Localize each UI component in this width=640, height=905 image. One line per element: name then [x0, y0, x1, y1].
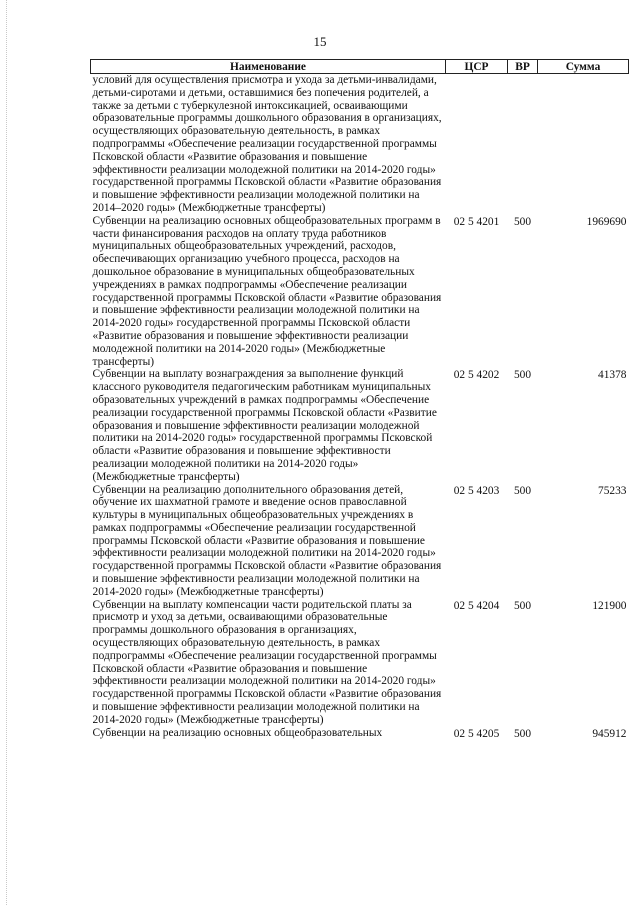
table-row	[91, 599, 629, 727]
row-vr	[508, 368, 538, 483]
row-csr-value: 02 5 4205	[453, 727, 500, 740]
row-csr	[446, 74, 508, 215]
table-header-row	[91, 60, 629, 74]
budget-table	[90, 59, 629, 740]
table-row	[91, 215, 629, 369]
row-csr	[446, 727, 508, 741]
row-sum-value: 41378	[598, 369, 627, 382]
row-vr	[508, 599, 538, 727]
row-vr-value: 500	[513, 369, 532, 382]
row-vr-value: 500	[513, 215, 532, 228]
row-sum	[538, 368, 629, 483]
row-csr	[446, 599, 508, 727]
row-name: Субвенции на реализацию дополнительного образования детей, обучение их шахматной грамоте и введение основ православной культуры в муниципальных общеобразовательных учреждениях в рамках подпрограммы «Обеспечение реализации государственной программы Псковской области «Развитие образования и повышение эффективности реализации молодежной политики на 2014-2020 годы» государственной программы Псковской области «Развитие образования и повышение эффективности реализации молодежной политики на 2014-2020 годы» (Межбюджетные трансферты)	[92, 483, 442, 598]
row-csr-value: 02 5 4201	[453, 215, 500, 228]
row-sum	[538, 74, 629, 215]
page-edge-line	[6, 0, 7, 905]
row-csr-value: 02 5 4203	[453, 484, 500, 497]
row-sum-value: 1969690	[586, 215, 627, 228]
row-csr	[446, 484, 508, 599]
row-vr-value: 500	[513, 484, 532, 497]
row-sum	[538, 484, 629, 599]
row-name: Субвенции на выплату вознаграждения за выполнение функций классного руководителя педагогическим работникам муниципальных образовательных учреждений в рамках подпрограммы «Обеспечение реализации государственной программы Псковской области «Развитие образования и повышение эффективности реализации молодежной политики на 2014-2020 годы» государственной программы Псковской области «Развитие образования и повышение эффективности реализации молодежной политики на 2014-2020 годы» (Межбюджетные трансферты)	[92, 368, 437, 483]
header-name: Наименование	[91, 60, 446, 74]
row-csr	[446, 215, 508, 369]
row-sum-value: 945912	[592, 727, 627, 740]
table-row	[91, 74, 629, 215]
page-number: 15	[313, 34, 327, 49]
row-vr-value: 500	[513, 599, 532, 612]
row-sum	[538, 727, 629, 741]
row-sum-value: 121900	[592, 599, 627, 612]
row-sum-value: 75233	[598, 484, 627, 497]
row-name: Субвенции на реализацию основных общеобразовательных	[92, 726, 383, 739]
header-sum: Сумма	[538, 60, 629, 74]
row-sum	[538, 215, 629, 369]
row-vr	[508, 215, 538, 369]
row-name: условий для осуществления присмотра и ухода за детьми-инвалидами, детьми-сиротами и детьми, оставшимися без попечения родителей, а также за детьми с туберкулезной интоксикацией, осваивающими образовательные программы дошкольного образования в организациях, осуществляющих образовательную деятельность, в рамках подпрограммы «Обеспечение реализации государственной программы Псковской области «Развитие образования и повышение эффективности реализации молодежной политики на 2014-2020 годы» государственной программы Псковской области «Развитие образования и повышение эффективности реализации молодежной политики на 2014–2020 годы» (Межбюджетные трансферты)	[92, 74, 442, 214]
row-sum	[538, 599, 629, 727]
row-csr	[446, 368, 508, 483]
row-csr-value: 02 5 4204	[453, 599, 500, 612]
row-vr	[508, 727, 538, 741]
header-csr: ЦСР	[446, 60, 508, 74]
row-name: Субвенции на реализацию основных общеобразовательных программ в части финансирования расходов на оплату труда работников муниципальных общеобразовательных учреждений, расходов, обеспечивающих организацию учебного процесса, расходов на дошкольное образование в муниципальных общеобразовательных учреждениях в рамках подпрограммы «Обеспечение реализации государственной программы Псковской области «Развитие образования и повышение эффективности реализации молодежной политики на 2014-2020 годы» государственной программы Псковской области «Развитие образования и повышение эффективности реализации молодежной политики на 2014-2020 годы» (Межбюджетные трансферты)	[92, 214, 442, 368]
row-name: Субвенции на выплату компенсации части родительской платы за присмотр и уход за детьми, осваивающими образовательные программы дошкольного образования в организациях, осуществляющих образовательную деятельность, в рамках подпрограммы «Обеспечение реализации государственной программы Псковской области «Развитие образования и повышение эффективности реализации молодежной политики на 2014-2020 годы» государственной программы Псковской области «Развитие образования и повышение эффективности реализации молодежной политики на 2014-2020 годы» (Межбюджетные трансферты)	[92, 598, 442, 726]
row-vr-value: 500	[513, 727, 532, 740]
table-row	[91, 368, 629, 483]
row-csr-value: 02 5 4202	[453, 369, 500, 382]
table-row	[91, 727, 629, 741]
row-vr	[508, 484, 538, 599]
header-vr: ВР	[508, 60, 538, 74]
table-row	[91, 484, 629, 599]
row-vr	[508, 74, 538, 215]
